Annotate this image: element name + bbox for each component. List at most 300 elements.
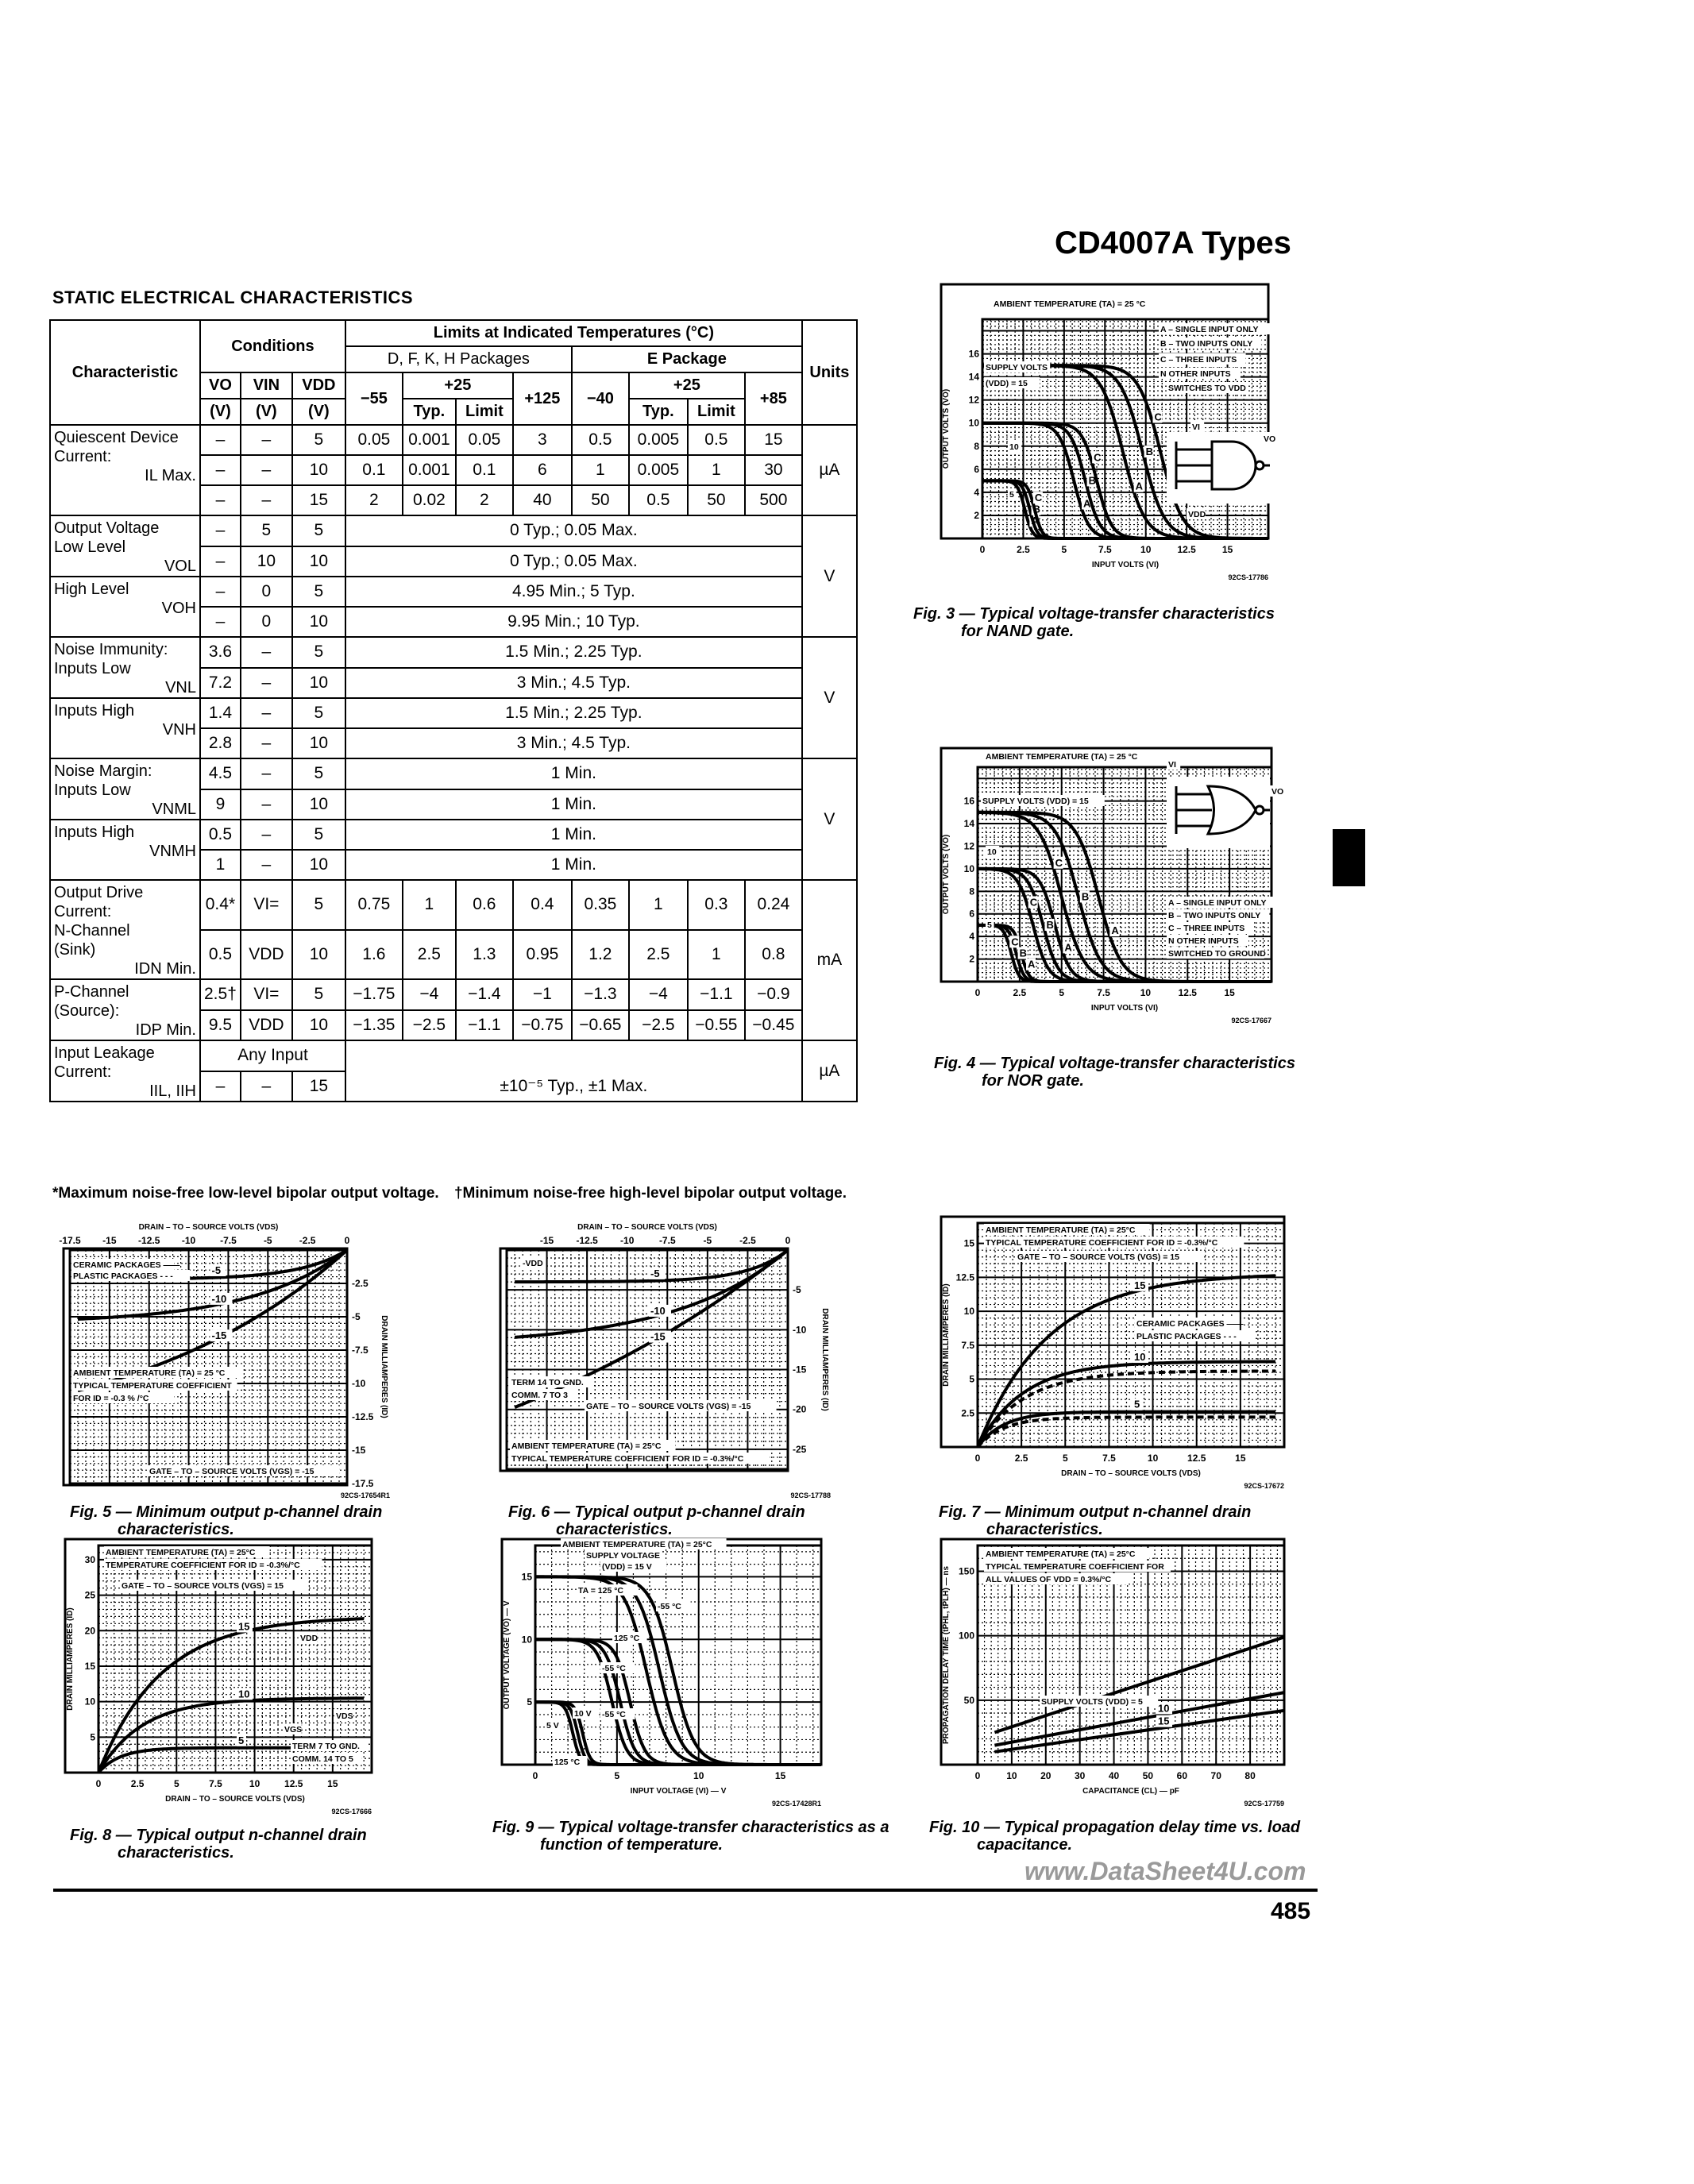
condition-vin: 0 bbox=[241, 607, 292, 637]
condition-vo: 2.8 bbox=[200, 728, 241, 758]
y-tick-label: 6 bbox=[969, 908, 974, 920]
x-tick-label: -7.5 bbox=[658, 1235, 676, 1246]
condition-vdd: 5 bbox=[292, 820, 345, 850]
series-label: -15 bbox=[650, 1330, 666, 1343]
figure-annotation: VI bbox=[1192, 423, 1200, 432]
series-label: 15 bbox=[238, 1620, 250, 1633]
x-tick-label: -12.5 bbox=[576, 1235, 598, 1246]
figure-annotation: GATE – TO – SOURCE VOLTS (VGS) = -15 bbox=[586, 1402, 751, 1411]
y-tick-label: -5 bbox=[352, 1311, 361, 1322]
condition-vin: VDD bbox=[241, 1010, 292, 1041]
limit-value: 0.24 bbox=[745, 880, 802, 930]
x-tick-label: 7.5 bbox=[1102, 1453, 1116, 1464]
y-tick-label: 5 bbox=[969, 1373, 974, 1385]
x-axis-label: CAPACITANCE (CL) — pF bbox=[1082, 1787, 1179, 1796]
limit-value: 0.001 bbox=[403, 425, 456, 455]
figure-annotation: VO bbox=[1271, 787, 1284, 797]
limit-span-value bbox=[345, 1040, 802, 1071]
figure-annotation: SWITCHES TO VDD bbox=[1168, 384, 1246, 393]
x-tick-label: 0 bbox=[974, 1453, 981, 1464]
figure-caption-line: Fig. 8 — Typical output n-channel drain bbox=[70, 1827, 367, 1844]
condition-vo: 9 bbox=[200, 789, 241, 820]
y-tick-label: -10 bbox=[793, 1324, 807, 1336]
figure-annotation: TEMPERATURE COEFFICIENT FOR ID = -0.3%/°C bbox=[106, 1561, 300, 1570]
series-label: C bbox=[1029, 896, 1038, 909]
x-tick-label: 15 bbox=[327, 1778, 338, 1789]
figure-code: 92CS-17654R1 bbox=[340, 1491, 390, 1499]
limit-value: 15 bbox=[745, 425, 802, 455]
table-row bbox=[50, 820, 857, 850]
characteristic-line: Inputs High bbox=[54, 824, 135, 841]
figure-annotation: (VDD) = 15 bbox=[986, 379, 1028, 388]
x-tick-label: 0 bbox=[95, 1778, 102, 1789]
figure-annotation: AMBIENT TEMPERATURE (TA) = 25°C bbox=[986, 1225, 1136, 1235]
limit-span-value: 0 Typ.; 0.05 Max. bbox=[345, 546, 802, 577]
x-tick-label: -12.5 bbox=[138, 1235, 160, 1246]
figure-annotation: B – TWO INPUTS ONLY bbox=[1168, 911, 1261, 920]
footnote-low-level: *Maximum noise-free low-level bipolar output voltage. bbox=[52, 1185, 439, 1202]
y-tick-label: -25 bbox=[793, 1443, 807, 1455]
figure-annotation: 10 bbox=[987, 847, 997, 857]
limit-value: 500 bbox=[745, 485, 802, 515]
figure-annotation: N OTHER INPUTS bbox=[1168, 936, 1239, 946]
condition-vo: – bbox=[200, 607, 241, 637]
limit-span-value: 1 Min. bbox=[345, 850, 802, 880]
characteristic-line: Noise Immunity: bbox=[54, 641, 168, 658]
y-axis-label: DRAIN MILLIAMPERES (ID) bbox=[820, 1308, 829, 1411]
limit-value: −0.65 bbox=[572, 1010, 629, 1041]
characteristic-cell bbox=[50, 425, 200, 515]
x-tick-label: -10 bbox=[181, 1235, 196, 1246]
characteristic-line: (Source): bbox=[54, 1002, 120, 1020]
x-tick-label: 0 bbox=[974, 987, 981, 998]
condition-vin: VI= bbox=[241, 880, 292, 930]
figure-annotation: GATE – TO – SOURCE VOLTS (VGS) = -15 bbox=[149, 1467, 314, 1476]
x-tick-label: 10 bbox=[1147, 1453, 1159, 1464]
figure-5 bbox=[59, 1210, 392, 1501]
figure-annotation: VGS bbox=[284, 1725, 303, 1734]
figure-caption bbox=[929, 1819, 1300, 1854]
x-tick-label: 5 bbox=[1062, 1453, 1068, 1464]
x-tick-label: 2.5 bbox=[1013, 987, 1027, 998]
condition-vdd: 10 bbox=[292, 1010, 345, 1041]
figure-7 bbox=[938, 1215, 1295, 1495]
y-tick-label: -20 bbox=[793, 1403, 807, 1415]
figure-plot bbox=[938, 1215, 1295, 1495]
characteristic-line: VNH bbox=[162, 721, 196, 739]
condition-vin: 10 bbox=[241, 546, 292, 577]
figure-annotation: SUPPLY VOLTS bbox=[986, 363, 1048, 372]
header-temp-minus55: −55 bbox=[345, 372, 403, 425]
x-tick-label: -15 bbox=[539, 1235, 554, 1246]
header-package-dfkh: D, F, K, H Packages bbox=[345, 346, 572, 372]
figure-annotation: A – SINGLE INPUT ONLY bbox=[1160, 325, 1259, 334]
x-tick-label: 20 bbox=[1040, 1770, 1052, 1781]
header-temp-125: +125 bbox=[513, 372, 572, 425]
y-axis-label: DRAIN MILLIAMPERES (ID) bbox=[66, 1607, 75, 1711]
figure-caption-line: Fig. 5 — Minimum output p-channel drain bbox=[70, 1503, 383, 1521]
x-tick-label: -5 bbox=[263, 1235, 272, 1246]
figure-annotation: AMBIENT TEMPERATURE (TA) = 25 °C bbox=[986, 752, 1138, 762]
y-axis-label: DRAIN MILLIAMPERES (ID) bbox=[380, 1315, 388, 1418]
condition-vdd: 5 bbox=[292, 425, 345, 455]
section-title: STATIC ELECTRICAL CHARACTERISTICS bbox=[52, 287, 414, 307]
figure-plot bbox=[59, 1210, 392, 1501]
y-tick-label: 5 bbox=[527, 1696, 532, 1708]
series-label: 15 bbox=[1134, 1279, 1146, 1291]
y-tick-label: 5 bbox=[90, 1731, 95, 1743]
x-tick-label: 0 bbox=[785, 1235, 791, 1246]
x-tick-label: 12.5 bbox=[1177, 544, 1196, 555]
x-tick-label: -15 bbox=[102, 1235, 117, 1246]
limit-span-value: 1 Min. bbox=[345, 820, 802, 850]
figure-caption-line: characteristics. bbox=[986, 1521, 1103, 1538]
condition-vdd: 5 bbox=[292, 637, 345, 668]
y-tick-label: 4 bbox=[974, 486, 979, 498]
condition-vdd: 5 bbox=[292, 880, 345, 930]
characteristic-cell bbox=[50, 1040, 200, 1102]
characteristic-line: Input Leakage bbox=[54, 1044, 155, 1062]
limit-value: 30 bbox=[745, 455, 802, 485]
x-tick-label: 0 bbox=[532, 1770, 538, 1781]
header-vdd: VDD bbox=[292, 372, 345, 399]
x-tick-label: 50 bbox=[1142, 1770, 1154, 1781]
y-axis-label: OUTPUT VOLTS (VO) bbox=[942, 834, 951, 915]
limit-value: −2.5 bbox=[629, 1010, 688, 1041]
x-axis-label: DRAIN – TO – SOURCE VOLTS (VDS) bbox=[165, 1795, 305, 1804]
characteristic-line: P-Channel bbox=[54, 983, 129, 1001]
condition-vin: – bbox=[241, 668, 292, 699]
figure-annotation: TYPICAL TEMPERATURE COEFFICIENT FOR bbox=[986, 1562, 1164, 1572]
limit-value: 0.8 bbox=[745, 930, 802, 980]
x-tick-label: 7.5 bbox=[1097, 987, 1110, 998]
y-tick-label: 50 bbox=[963, 1694, 974, 1706]
y-tick-label: 4 bbox=[969, 931, 974, 943]
figure-annotation: GATE – TO – SOURCE VOLTS (VGS) = 15 bbox=[122, 1581, 284, 1591]
series-label: B bbox=[1019, 947, 1028, 959]
characteristic-line: Output Drive bbox=[54, 884, 144, 901]
limit-value: 0.001 bbox=[403, 455, 456, 485]
figure-caption-line: characteristics. bbox=[118, 1844, 234, 1862]
figure-annotation: 125 °C bbox=[554, 1758, 581, 1767]
figure-annotation: SUPPLY VOLTS (VDD) = 15 bbox=[982, 797, 1089, 806]
x-tick-label: 7.5 bbox=[209, 1778, 222, 1789]
condition-vin: – bbox=[241, 455, 292, 485]
limit-span-value: 1.5 Min.; 2.25 Typ. bbox=[345, 698, 802, 728]
figure-caption bbox=[508, 1503, 805, 1538]
characteristic-cell bbox=[50, 515, 200, 577]
series-label: 5 bbox=[238, 1734, 245, 1746]
condition-vdd: 5 bbox=[292, 515, 345, 546]
condition-vin: – bbox=[241, 728, 292, 758]
y-tick-label: 8 bbox=[974, 440, 979, 452]
limit-value: 0.5 bbox=[629, 485, 688, 515]
condition-vin: 0 bbox=[241, 577, 292, 607]
figure-annotation: GATE – TO – SOURCE VOLTS (VGS) = 15 bbox=[1017, 1252, 1179, 1262]
condition-vdd: 5 bbox=[292, 979, 345, 1010]
table-body bbox=[50, 425, 857, 1102]
y-axis-label: OUTPUT VOLTAGE (VO) — V bbox=[503, 1600, 511, 1710]
document-title: CD4007A Types bbox=[1055, 226, 1291, 260]
limit-value: 6 bbox=[513, 455, 572, 485]
limit-value: 0.1 bbox=[345, 455, 403, 485]
y-tick-label: 15 bbox=[521, 1571, 532, 1583]
series-label: 10 bbox=[1134, 1351, 1146, 1364]
characteristic-line: VOL bbox=[164, 558, 196, 575]
x-tick-label: 0 bbox=[344, 1235, 350, 1246]
limit-value: 0.005 bbox=[629, 425, 688, 455]
condition-vdd: 10 bbox=[292, 850, 345, 880]
limit-value: 50 bbox=[688, 485, 745, 515]
condition-vo: 7.2 bbox=[200, 668, 241, 699]
condition-vo: 9.5 bbox=[200, 1010, 241, 1041]
condition-vo: 4.5 bbox=[200, 758, 241, 789]
figure-annotation: C – THREE INPUTS bbox=[1160, 355, 1237, 365]
figure-caption-line: characteristics. bbox=[556, 1521, 673, 1538]
figure-annotation: TERM 7 TO GND. bbox=[292, 1742, 360, 1751]
x-tick-label: 5 bbox=[173, 1778, 179, 1789]
characteristic-line: Inputs Low bbox=[54, 660, 131, 677]
y-tick-label: 12 bbox=[963, 840, 974, 852]
limit-span-value: 0 Typ.; 0.05 Max. bbox=[345, 515, 802, 546]
limit-value: 1 bbox=[403, 880, 456, 930]
limit-value: 1 bbox=[629, 880, 688, 930]
x-tick-label: 10 bbox=[1140, 987, 1152, 998]
figure-annotation: COMM. 7 TO 3 bbox=[511, 1391, 568, 1400]
characteristic-line: Current: bbox=[54, 448, 112, 465]
units-cell: µA bbox=[802, 425, 857, 515]
figure-annotation: SUPPLY VOLTAGE bbox=[586, 1551, 660, 1561]
figure-caption-line: Fig. 4 — Typical voltage-transfer characteristics bbox=[934, 1055, 1295, 1072]
figure-annotation: 5 V bbox=[546, 1721, 559, 1731]
table-row bbox=[50, 758, 857, 789]
series-label: B bbox=[1032, 503, 1041, 515]
limit-value: 1.2 bbox=[572, 930, 629, 980]
y-tick-label: 16 bbox=[963, 795, 974, 807]
header-typ: Typ. bbox=[403, 399, 456, 425]
condition-vdd: 10 bbox=[292, 668, 345, 699]
section-tab-marker bbox=[1333, 829, 1365, 886]
characteristic-line: Inputs High bbox=[54, 702, 135, 720]
series-label: A bbox=[1083, 497, 1091, 510]
condition-vin: – bbox=[241, 820, 292, 850]
x-axis-label: INPUT VOLTS (VI) bbox=[1090, 1004, 1159, 1013]
figure-annotation: AMBIENT TEMPERATURE (TA) = 25°C bbox=[511, 1441, 662, 1451]
limit-value: −1.75 bbox=[345, 979, 403, 1010]
limit-value: 0.1 bbox=[456, 455, 513, 485]
characteristic-line: Low Level bbox=[54, 538, 126, 556]
characteristic-cell bbox=[50, 698, 200, 758]
figure-code: 92CS-17672 bbox=[1244, 1482, 1284, 1490]
characteristic-line: (Sink) bbox=[54, 941, 96, 959]
limit-value: −0.55 bbox=[688, 1010, 745, 1041]
x-tick-label: 60 bbox=[1176, 1770, 1188, 1781]
characteristic-line: Current: bbox=[54, 903, 112, 920]
y-tick-label: 16 bbox=[968, 348, 979, 360]
y-tick-label: 8 bbox=[969, 886, 974, 897]
characteristic-line: Output Voltage bbox=[54, 519, 160, 537]
characteristic-line: IL Max. bbox=[145, 467, 196, 484]
x-tick-label: 10 bbox=[1006, 1770, 1017, 1781]
limit-value: −1.1 bbox=[688, 979, 745, 1010]
y-tick-label: 30 bbox=[84, 1553, 95, 1565]
table-row bbox=[50, 979, 857, 1010]
series-label: -10 bbox=[650, 1304, 666, 1317]
header-temp-25: +25 bbox=[403, 372, 513, 399]
figure-caption-line: Fig. 6 — Typical output p-channel drain bbox=[508, 1503, 805, 1521]
limit-span-value: 1 Min. bbox=[345, 758, 802, 789]
header-vo-unit: (V) bbox=[200, 399, 241, 425]
table-header bbox=[50, 320, 857, 425]
series-label: 10 bbox=[238, 1688, 250, 1700]
limit-value: −4 bbox=[403, 979, 456, 1010]
limit-value: 0.75 bbox=[345, 880, 403, 930]
x-tick-label: 40 bbox=[1108, 1770, 1120, 1781]
y-tick-label: -5 bbox=[793, 1284, 801, 1296]
figure-caption-line: for NAND gate. bbox=[961, 623, 1075, 640]
units-cell: µA bbox=[802, 1040, 857, 1102]
series-label: 5 bbox=[1134, 1398, 1140, 1410]
condition-vin: – bbox=[241, 758, 292, 789]
y-tick-label: -10 bbox=[352, 1378, 366, 1389]
x-tick-label: 2.5 bbox=[130, 1778, 145, 1789]
characteristic-line: Inputs Low bbox=[54, 781, 131, 799]
x-tick-label: 7.5 bbox=[1098, 544, 1112, 555]
header-temp-25-e: +25 bbox=[629, 372, 745, 399]
condition-vin: – bbox=[241, 850, 292, 880]
x-tick-label: -7.5 bbox=[220, 1235, 237, 1246]
limit-span-value: 3 Min.; 4.5 Typ. bbox=[345, 668, 802, 699]
figure-caption bbox=[913, 605, 1275, 640]
figure-code: 92CS-17667 bbox=[1231, 1017, 1271, 1024]
table-footnotes bbox=[52, 1185, 858, 1202]
condition-vo: – bbox=[200, 425, 241, 455]
characteristic-line: VNMH bbox=[149, 843, 196, 860]
x-tick-label: 30 bbox=[1074, 1770, 1086, 1781]
x-axis-label: INPUT VOLTAGE (VI) — V bbox=[630, 1787, 727, 1796]
footnote-high-level: †Minimum noise-free high-level bipolar output voltage. bbox=[453, 1185, 847, 1202]
condition-vdd: 10 bbox=[292, 546, 345, 577]
limit-value: −0.45 bbox=[745, 1010, 802, 1041]
characteristic-line: VOH bbox=[161, 600, 196, 617]
y-tick-label: 2 bbox=[969, 953, 974, 965]
figure-plot bbox=[499, 1210, 832, 1501]
limit-span-value: 1.5 Min.; 2.25 Typ. bbox=[345, 637, 802, 668]
condition-vin: 5 bbox=[241, 515, 292, 546]
y-tick-label: 100 bbox=[958, 1630, 974, 1642]
x-tick-label: 15 bbox=[1235, 1453, 1246, 1464]
limit-value: 1 bbox=[688, 455, 745, 485]
figure-annotation: 5 bbox=[1009, 490, 1014, 500]
condition-vdd: 10 bbox=[292, 930, 345, 980]
limit-value: 2 bbox=[456, 485, 513, 515]
characteristic-cell bbox=[50, 880, 200, 979]
x-tick-label: 10 bbox=[249, 1778, 260, 1789]
condition-vo: 1 bbox=[200, 850, 241, 880]
header-characteristic: Characteristic bbox=[50, 320, 200, 425]
x-tick-label: 0 bbox=[979, 544, 986, 555]
figure-plot bbox=[938, 283, 1281, 594]
header-vin-unit: (V) bbox=[241, 399, 292, 425]
x-tick-label: 5 bbox=[1061, 544, 1067, 555]
x-axis-label: DRAIN – TO – SOURCE VOLTS (VDS) bbox=[1061, 1469, 1201, 1478]
series-label: B bbox=[1046, 918, 1054, 931]
page-number: 485 bbox=[1271, 1898, 1311, 1924]
characteristic-line: IDP Min. bbox=[135, 1021, 196, 1039]
x-tick-label: 2.5 bbox=[1017, 544, 1030, 555]
y-tick-label: 25 bbox=[84, 1589, 95, 1601]
x-tick-label: 12.5 bbox=[1187, 1453, 1206, 1464]
header-limits: Limits at Indicated Temperatures (°C) bbox=[345, 320, 802, 346]
condition-vdd: 10 bbox=[292, 607, 345, 637]
y-tick-label: 10 bbox=[963, 1306, 974, 1318]
condition-vo: 2.5† bbox=[200, 979, 241, 1010]
limit-value: 2 bbox=[345, 485, 403, 515]
limit-value: 0.5 bbox=[688, 425, 745, 455]
x-axis-label: DRAIN – TO – SOURCE VOLTS (VDS) bbox=[577, 1223, 717, 1232]
condition-vin: – bbox=[241, 789, 292, 820]
figure-annotation: B – TWO INPUTS ONLY bbox=[1160, 339, 1253, 349]
figure-caption-line: for NOR gate. bbox=[982, 1072, 1084, 1090]
condition-vdd: 5 bbox=[292, 577, 345, 607]
y-tick-label: -15 bbox=[352, 1445, 366, 1456]
limit-span-value: 1 Min. bbox=[345, 789, 802, 820]
x-axis-label: INPUT VOLTS (VI) bbox=[1091, 561, 1160, 569]
figure-caption bbox=[939, 1503, 1251, 1538]
figure-caption-line: function of temperature. bbox=[540, 1836, 724, 1854]
figure-annotation: TA = 125 °C bbox=[578, 1586, 624, 1596]
y-tick-label: 10 bbox=[521, 1634, 532, 1646]
table-row bbox=[50, 637, 857, 668]
figure-code: 92CS-17666 bbox=[331, 1808, 372, 1815]
characteristic-cell bbox=[50, 758, 200, 820]
characteristic-line: High Level bbox=[54, 581, 129, 598]
condition-vdd: 15 bbox=[292, 485, 345, 515]
table-row bbox=[50, 515, 857, 546]
figure-annotation: 125 °C bbox=[614, 1634, 640, 1643]
limit-value: −1 bbox=[513, 979, 572, 1010]
characteristic-line: IDN Min. bbox=[134, 960, 196, 978]
characteristic-cell bbox=[50, 577, 200, 637]
characteristic-line: VNML bbox=[152, 801, 196, 818]
figure-annotation: VDD bbox=[1188, 510, 1206, 519]
condition-vdd: 5 bbox=[292, 758, 345, 789]
x-tick-label: 15 bbox=[774, 1770, 786, 1781]
figure-annotation: COMM. 14 TO 5 bbox=[292, 1754, 353, 1764]
header-conditions: Conditions bbox=[200, 320, 345, 372]
series-label: 15 bbox=[1158, 1715, 1170, 1727]
figure-annotation: TYPICAL TEMPERATURE COEFFICIENT bbox=[73, 1381, 232, 1391]
figure-code: 92CS-17788 bbox=[790, 1491, 831, 1499]
figure-annotation: -55 °C bbox=[602, 1664, 626, 1673]
nand-gate-icon bbox=[1167, 432, 1270, 504]
watermark: www.DataSheet4U.com bbox=[1025, 1857, 1306, 1885]
limit-value: −1.35 bbox=[345, 1010, 403, 1041]
y-tick-label: 10 bbox=[963, 862, 974, 874]
limit-value: −2.5 bbox=[403, 1010, 456, 1041]
figure-annotation: TYPICAL TEMPERATURE COEFFICIENT FOR ID = -0.3%/°C bbox=[986, 1238, 1218, 1248]
figure-code: 92CS-17786 bbox=[1228, 573, 1268, 581]
limit-value: −0.75 bbox=[513, 1010, 572, 1041]
limit-value: 1.3 bbox=[456, 930, 513, 980]
x-tick-label: -2.5 bbox=[299, 1235, 316, 1246]
condition-vin: VI= bbox=[241, 979, 292, 1010]
figure-caption-line: Fig. 7 — Minimum output n-channel drain bbox=[939, 1503, 1252, 1521]
figure-annotation: SWITCHED TO GROUND bbox=[1168, 949, 1266, 959]
limit-value: 1 bbox=[688, 930, 745, 980]
y-tick-label: 12 bbox=[968, 394, 979, 406]
figure-3 bbox=[938, 283, 1281, 594]
